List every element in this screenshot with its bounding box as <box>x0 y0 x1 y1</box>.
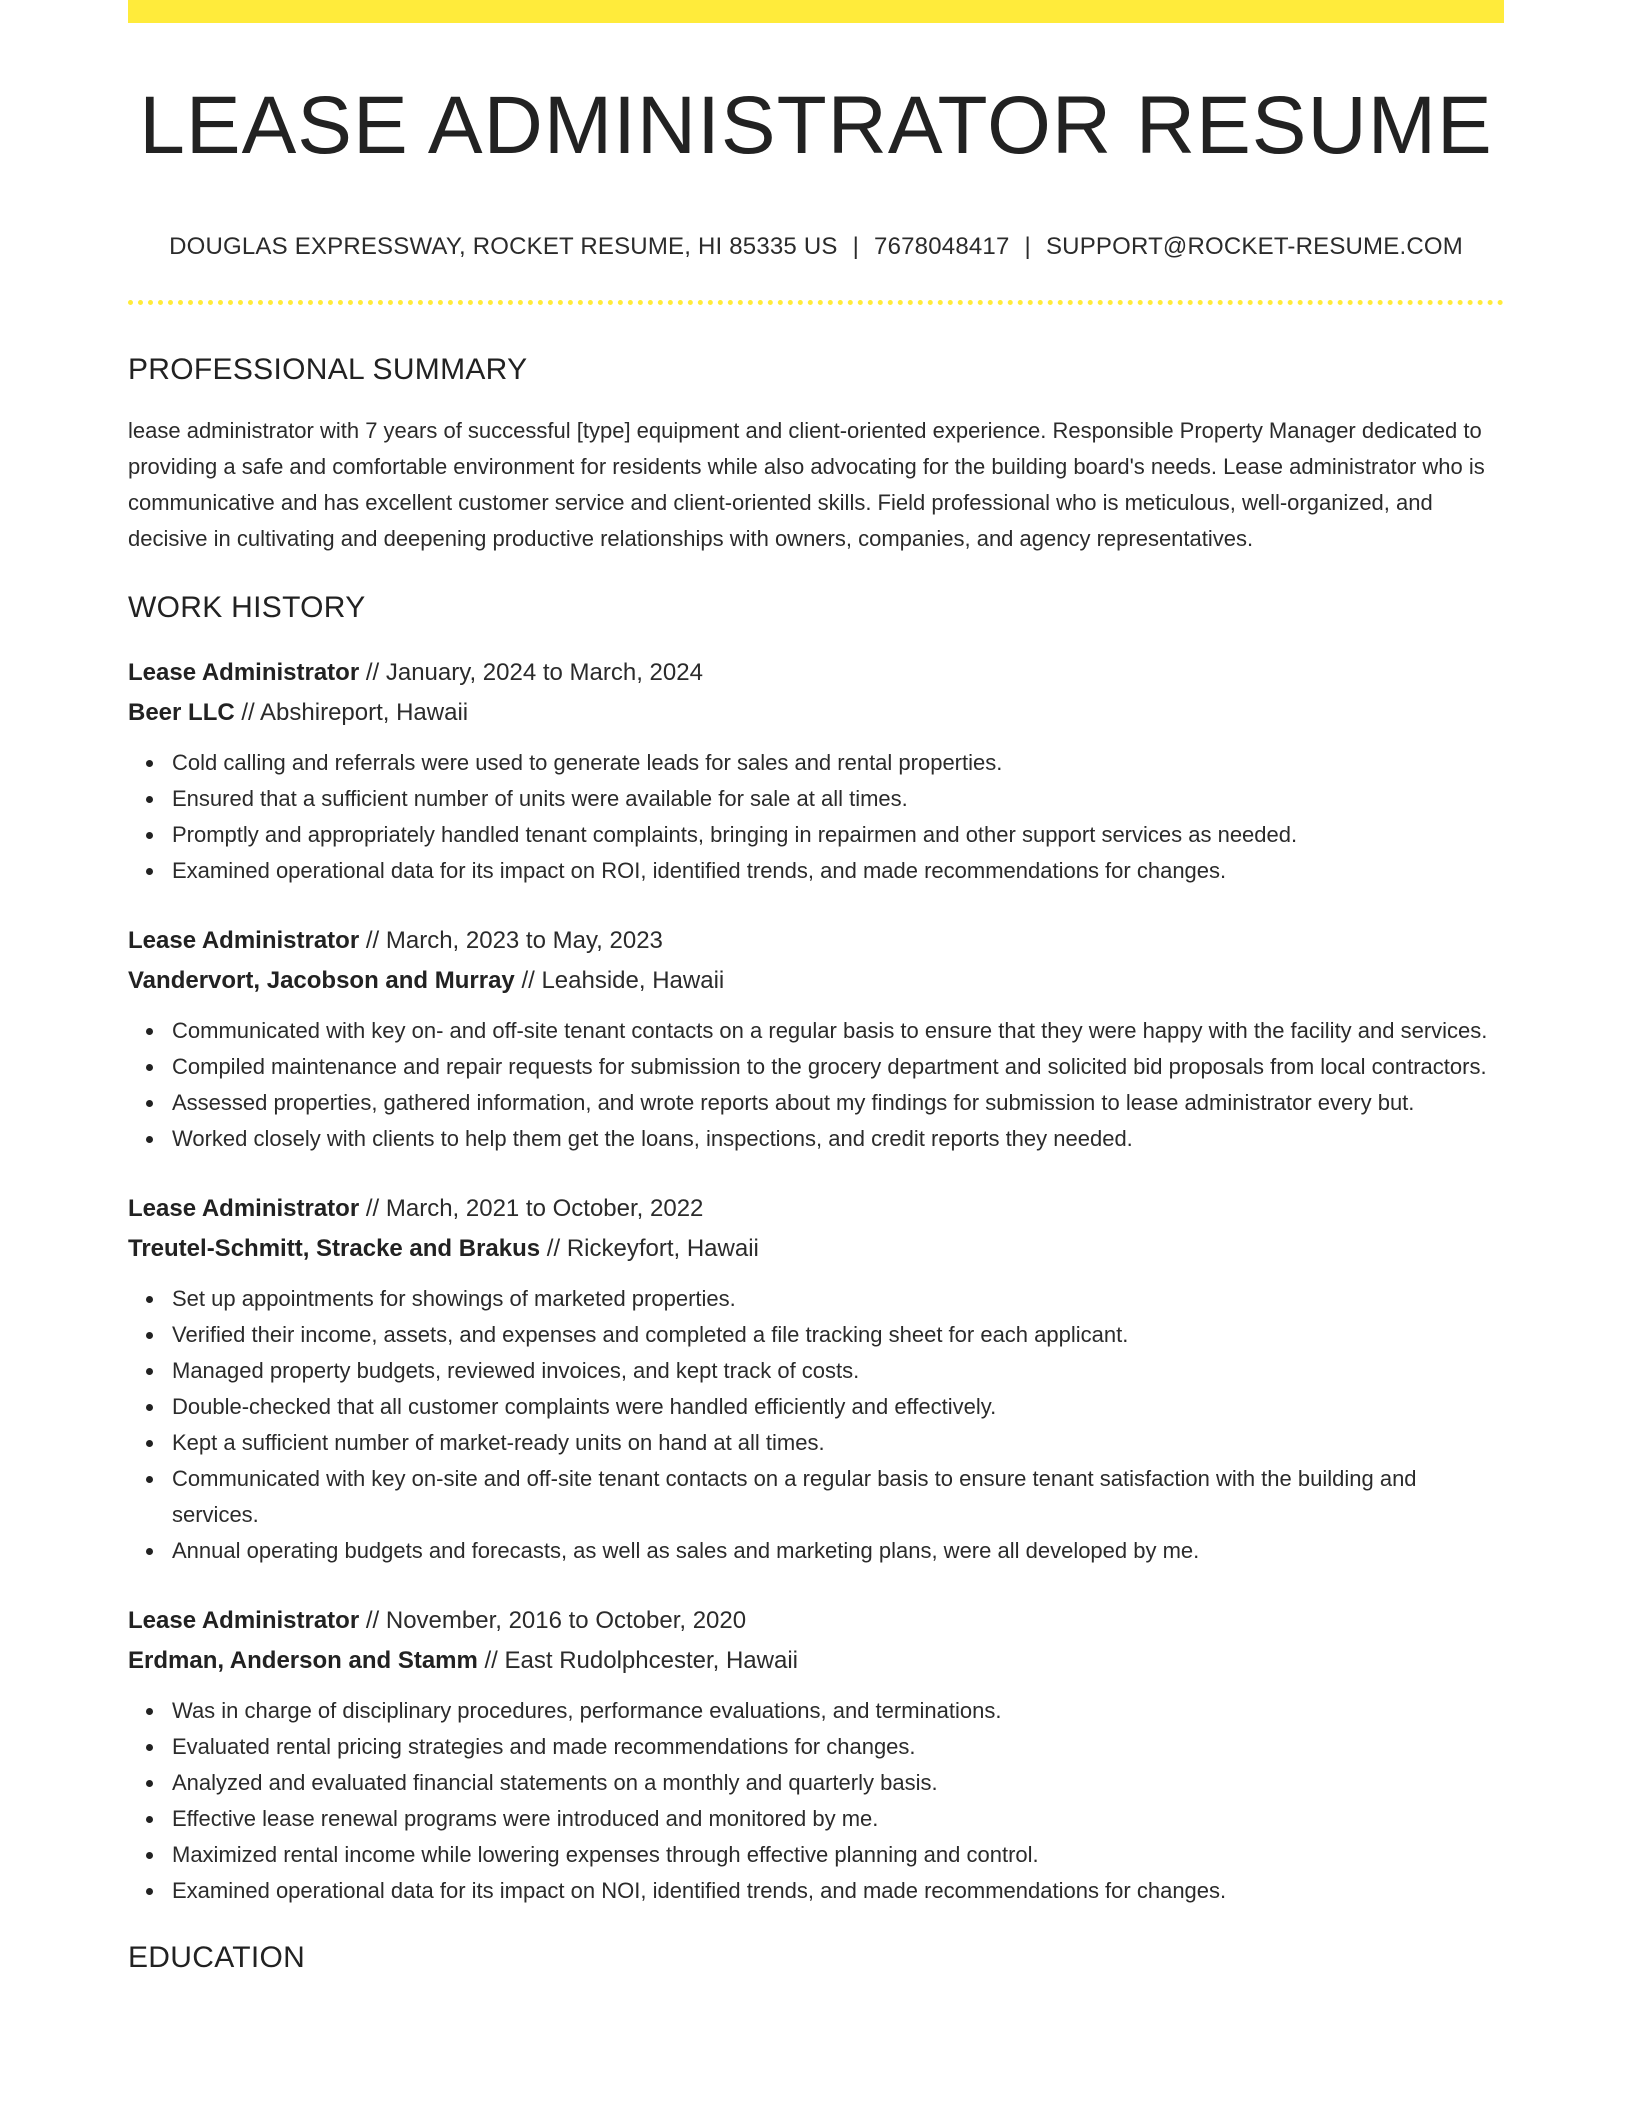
job-bullet: Analyzed and evaluated financial statements on a monthly and quarterly basis. <box>172 1765 1504 1801</box>
job-entry <box>128 653 1504 889</box>
job-bullet: Worked closely with clients to help them get the loans, inspections, and credit reports they needed. <box>172 1121 1504 1157</box>
job-title-line <box>128 653 1504 693</box>
job-location: // Abshireport, Hawaii <box>234 698 469 726</box>
job-dates: // January, 2024 to March, 2024 <box>359 658 703 686</box>
job-company-line <box>128 1229 1504 1269</box>
job-bullet-list <box>128 1693 1504 1909</box>
job-title-line <box>128 1601 1504 1641</box>
job-bullet: Promptly and appropriately handled tenant complaints, bringing in repairmen and other support services as needed. <box>172 817 1504 853</box>
education-heading: EDUCATION <box>128 1940 306 1974</box>
contact-phone: 7678048417 <box>874 233 1010 260</box>
job-bullet-list <box>128 1013 1504 1157</box>
job-bullet: Ensured that a sufficient number of units were available for sale at all times. <box>172 781 1504 817</box>
contact-separator: | <box>852 233 860 260</box>
job-location: // Leahside, Hawaii <box>514 966 725 994</box>
resume-page <box>128 0 1504 1973</box>
job-entry <box>128 921 1504 1157</box>
job-bullet: Double-checked that all customer complaints were handled efficiently and effectively. <box>172 1389 1504 1425</box>
job-bullet: Annual operating budgets and forecasts, as well as sales and marketing plans, were all developed by me. <box>172 1533 1504 1569</box>
job-company: Erdman, Anderson and Stamm <box>128 1646 478 1674</box>
job-location: // East Rudolphcester, Hawaii <box>477 1646 798 1674</box>
contact-email: SUPPORT@ROCKET-RESUME.COM <box>1045 233 1463 260</box>
accent-top-bar <box>128 0 1504 23</box>
job-bullet: Communicated with key on- and off-site tenant contacts on a regular basis to ensure that they were happy with the facility and services. <box>172 1013 1504 1049</box>
job-title-line <box>128 921 1504 961</box>
resume-title: LEASE ADMINISTRATOR RESUME <box>139 80 1493 171</box>
job-title: Lease Administrator <box>128 1606 360 1634</box>
job-dates: // March, 2021 to October, 2022 <box>359 1194 704 1222</box>
contact-separator: | <box>1024 233 1031 260</box>
job-company: Vandervort, Jacobson and Murray <box>128 966 515 994</box>
job-entry <box>128 1189 1504 1569</box>
job-bullet: Evaluated rental pricing strategies and made recommendations for changes. <box>172 1729 1504 1765</box>
job-title: Lease Administrator <box>128 1194 360 1222</box>
job-entry <box>128 1601 1504 1909</box>
job-bullet-list <box>128 745 1504 889</box>
job-bullet: Maximized rental income while lowering expenses through effective planning and control. <box>172 1837 1504 1873</box>
contact-line <box>128 233 1504 262</box>
job-company-line <box>128 693 1504 733</box>
job-dates: // November, 2016 to October, 2020 <box>359 1606 747 1634</box>
job-bullet: Examined operational data for its impact on NOI, identified trends, and made recommendations for changes. <box>172 1873 1504 1909</box>
job-bullet: Managed property budgets, reviewed invoices, and kept track of costs. <box>172 1353 1504 1389</box>
job-bullet: Verified their income, assets, and expenses and completed a file tracking sheet for each applicant. <box>172 1317 1504 1353</box>
job-bullet: Cold calling and referrals were used to generate leads for sales and rental properties. <box>172 745 1504 781</box>
job-bullet-list <box>128 1281 1504 1569</box>
job-title: Lease Administrator <box>128 926 360 954</box>
job-bullet: Set up appointments for showings of marketed properties. <box>172 1281 1504 1317</box>
job-title-line <box>128 1189 1504 1229</box>
job-dates: // March, 2023 to May, 2023 <box>359 926 663 954</box>
job-bullet: Effective lease renewal programs were introduced and monitored by me. <box>172 1801 1504 1837</box>
job-bullet: Was in charge of disciplinary procedures, performance evaluations, and terminations. <box>172 1693 1504 1729</box>
job-bullet: Kept a sufficient number of market-ready units on hand at all times. <box>172 1425 1504 1461</box>
summary-text: lease administrator with 7 years of successful [type] equipment and client-oriented experience. Responsible Property Manager dedicated to providing a safe and comfortable environment for residents while also advocating for the building board's needs. Lease administrator who is communicative and has excellent customer service and client-oriented skills. Field professional who is meticulous, well-organized, and decisive in cultivating and deepening productive relationships with owners, companies, and agency representatives. <box>128 417 1485 551</box>
job-bullet: Examined operational data for its impact on ROI, identified trends, and made recommendations for changes. <box>172 853 1504 889</box>
job-bullet: Compiled maintenance and repair requests for submission to the grocery department and solicited bid proposals from local contractors. <box>172 1049 1504 1085</box>
dotted-divider <box>128 300 1504 305</box>
job-company-line <box>128 1641 1504 1681</box>
job-company: Treutel-Schmitt, Stracke and Brakus <box>128 1234 541 1262</box>
job-bullet: Communicated with key on-site and off-site tenant contacts on a regular basis to ensure tenant satisfaction with the building and services. <box>172 1461 1504 1533</box>
job-bullet: Assessed properties, gathered information, and wrote reports about my findings for submission to lease administrator every but. <box>172 1085 1504 1121</box>
job-title: Lease Administrator <box>128 658 360 686</box>
work-history-list <box>128 653 1504 1909</box>
job-company-line <box>128 961 1504 1001</box>
job-location: // Rickeyfort, Hawaii <box>540 1234 759 1262</box>
summary-heading: PROFESSIONAL SUMMARY <box>128 352 528 386</box>
work-history-heading: WORK HISTORY <box>128 590 366 624</box>
contact-address: DOUGLAS EXPRESSWAY, ROCKET RESUME, HI 85335 US <box>169 233 838 260</box>
job-company: Beer LLC <box>128 698 235 726</box>
